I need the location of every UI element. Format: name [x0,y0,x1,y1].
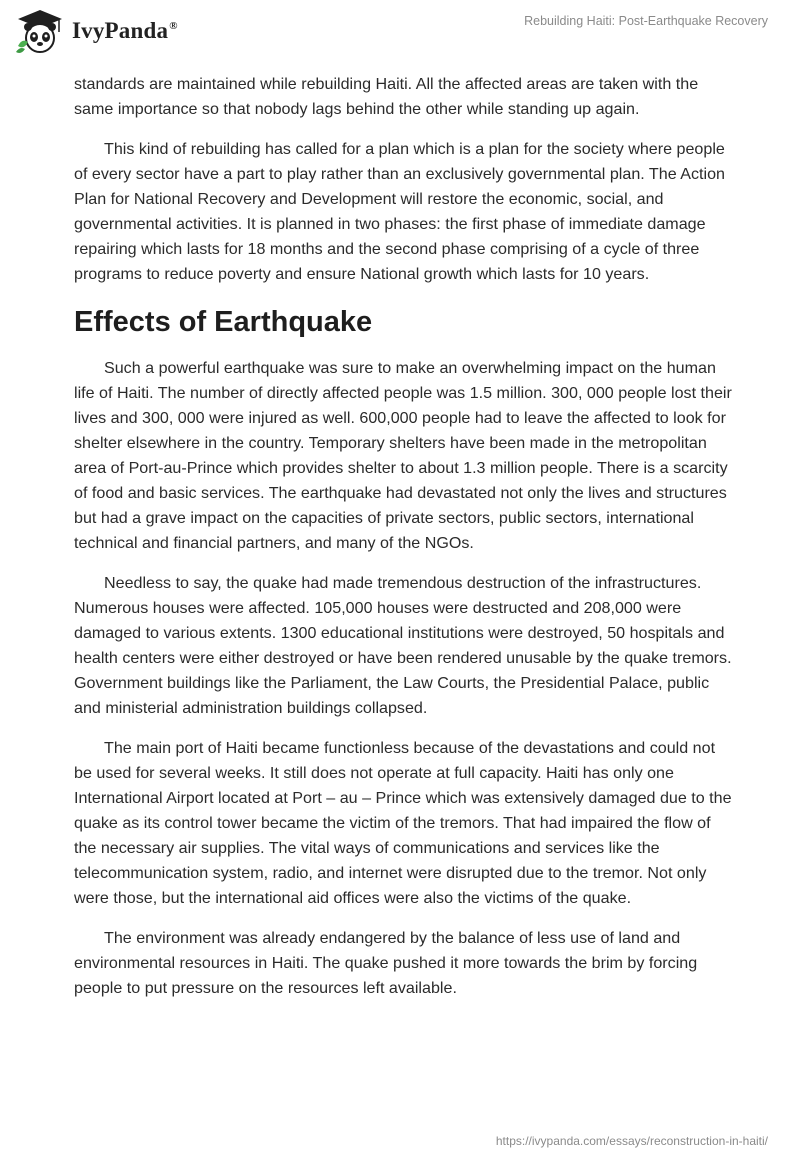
document-title: Rebuilding Haiti: Post-Earthquake Recovery [524,14,768,28]
paragraph-plan: This kind of rebuilding has called for a plan which is a plan for the society where people of every sector have a part to play rather than an exclusively governmental plan. The Action Plan for National Recovery and Development will restore the economic, social, and governmental activities. It is planned in two phases: the first phase of immediate damage repairing which lasts for 18 months and the second phase comprising of a cycle of three programs to reduce poverty and ensure National growth which lasts for 10 years. [74,140,725,283]
section-heading: Effects of Earthquake [74,306,373,338]
paragraph-effects: Such a powerful earthquake was sure to make an overwhelming impact on the human life of Haiti. The number of directly affected people was 1.5 million. 300, 000 people lost their lives and 300, 000 were injured as well. 600,000 people had to leave the affected to look for shelter elsewhere in the country. Temporary shelters have been made in the metropolitan area of Port-au-Prince which provides shelter to about 1.3 million people. There is a scarcity of food and basic services. The earthquake had devastated not only the lives and structures but had a grave impact on the capacities of private sectors, public sectors, international technical and financial partners, and many of the NGOs. [74,359,732,552]
registered-mark: ® [169,20,178,33]
brand-name: IvyPanda® [72,18,178,43]
panda-graduate-icon [14,8,66,54]
paragraph-environment: The environment was already endangered by the balance of less use of land and environmental resources in Haiti. The quake pushed it more towards the brim by forcing people to put pressure on the resources left available. [74,929,698,997]
paragraph-intro: standards are maintained while rebuilding Haiti. All the affected areas are taken with the same importance so that nobody lags behind the other while standing up again. [74,75,699,118]
essay-body [74,72,734,1016]
paragraph-port: The main port of Haiti became functionless because of the devastations and could not be used for several weeks. It still does not operate at full capacity. Haiti has only one International Airport located at Port – au – Prince which was extensively damaged due to the quake as its control tower became the victim of the tremors. That had impaired the flow of the necessary air supplies. The vital ways of communications and services like the telecommunication system, radio, and internet were disrupted due to the tremor. Not only were those, but the international aid offices were also the victims of the quake. [74,739,732,907]
page-header [0,0,800,70]
logo-link[interactable] [14,8,178,54]
source-url-link[interactable]: https://ivypanda.com/essays/reconstruction-in-haiti/ [495,1134,768,1148]
paragraph-infrastructure: Needless to say, the quake had made tremendous destruction of the infrastructures. Numerous houses were affected. 105,000 houses were destructed and 208,000 were damaged to various extents. 1300 educational institutions were destroyed, 50 hospitals and health centers were either destroyed or have been rendered unusable by the quake tremors. Government buildings like the Parliament, the Law Courts, the Presidential Palace, public and ministerial administration buildings collapsed. [74,574,732,717]
